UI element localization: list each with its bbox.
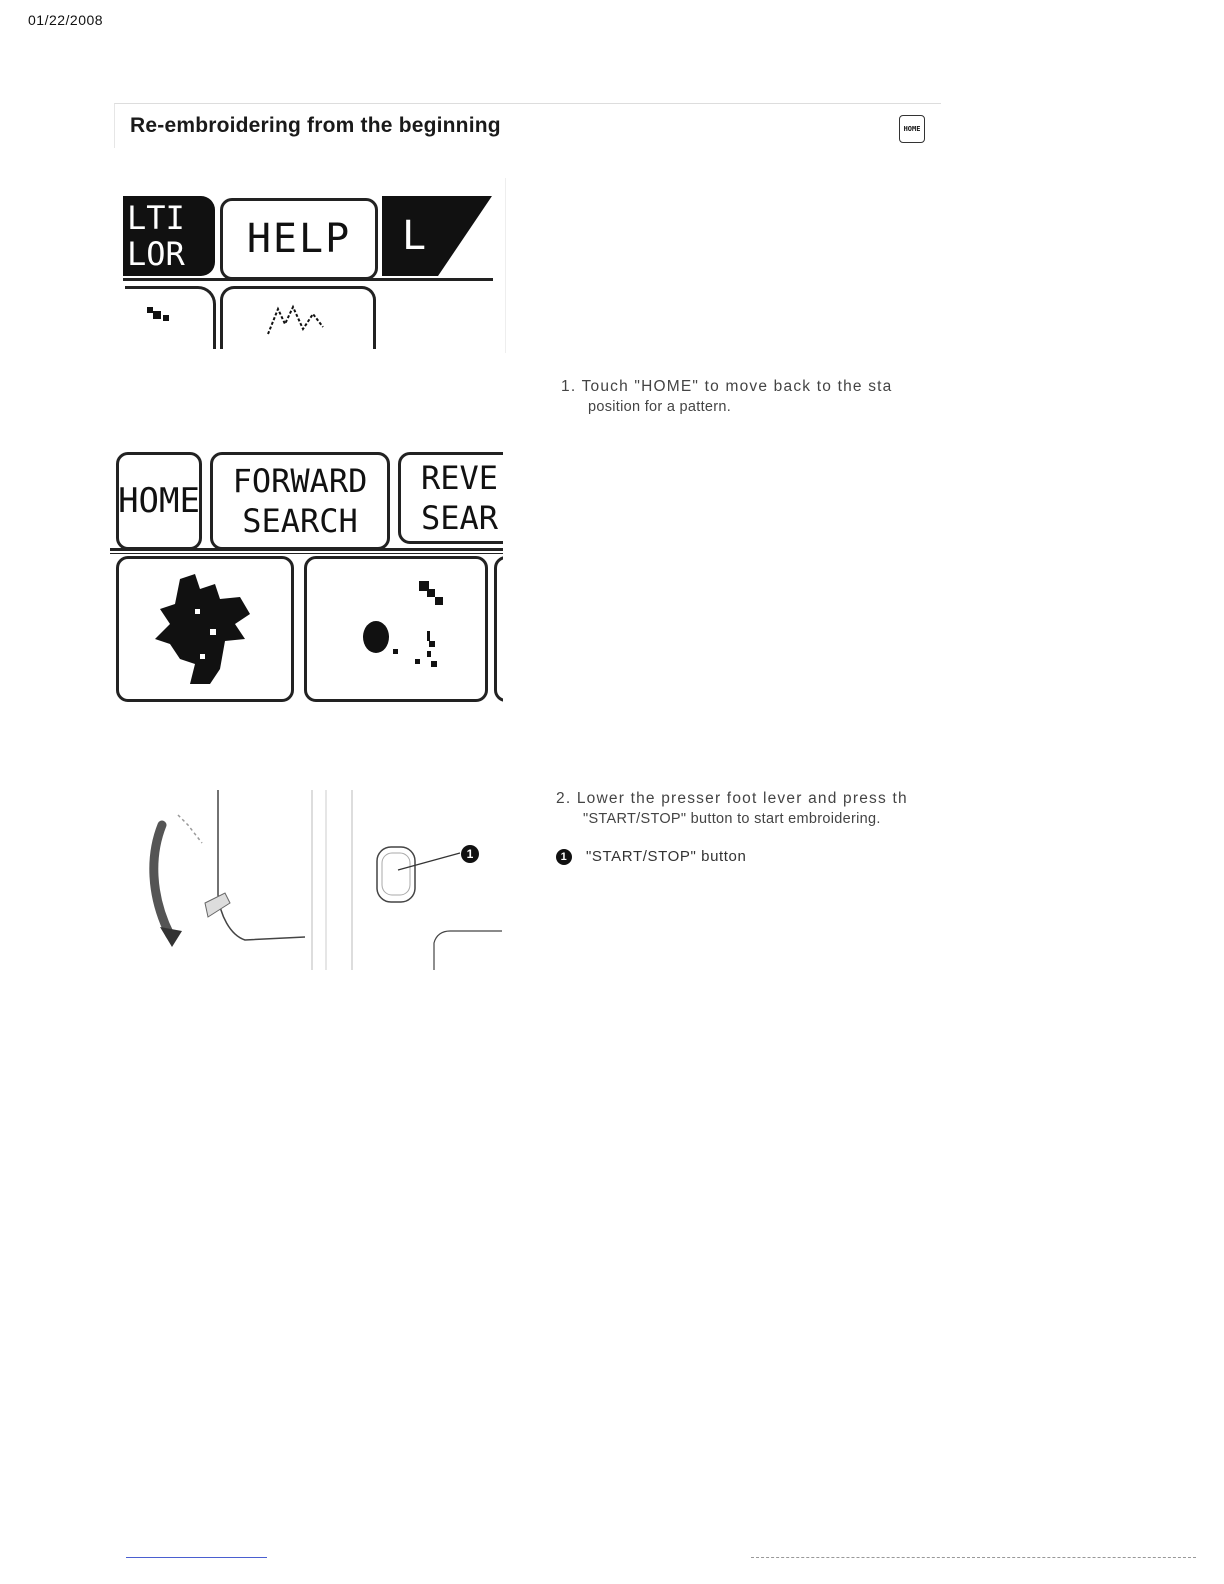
reverse-search-line2: SEAR bbox=[421, 499, 499, 537]
pattern-preview-key bbox=[116, 556, 294, 702]
pattern-key-partial bbox=[494, 556, 503, 702]
l-key-diagonal-icon bbox=[438, 196, 492, 276]
callout-number: 1 bbox=[556, 849, 572, 865]
step-2-number: 2. bbox=[556, 790, 572, 807]
reverse-search-key bbox=[398, 452, 503, 544]
machine-illustration bbox=[130, 785, 502, 970]
pattern-sequence-key bbox=[304, 556, 488, 702]
lcd-screen-help bbox=[120, 178, 506, 353]
home-key: HOME bbox=[116, 452, 202, 550]
page-date: 01/22/2008 bbox=[28, 12, 104, 28]
lcd-divider bbox=[123, 278, 493, 281]
multi-color-key-line1: LTI bbox=[127, 199, 185, 237]
help-key: HELP bbox=[220, 198, 378, 280]
bird-pattern-key bbox=[125, 286, 216, 349]
bird-pattern-icon bbox=[143, 301, 183, 331]
lcd-divider bbox=[110, 548, 503, 551]
step-1-line2: position for a pattern. bbox=[588, 399, 732, 415]
step-2-line2: "START/STOP" button to start embroidering. bbox=[583, 811, 881, 827]
section-title: Re-embroidering from the beginning bbox=[130, 114, 501, 137]
stitch-pattern-icon bbox=[263, 299, 343, 339]
dog-pattern-icon bbox=[150, 569, 260, 689]
step-1-line1: Touch "HOME" to move back to the sta bbox=[581, 378, 893, 395]
stitch-pattern-key bbox=[220, 286, 376, 349]
home-key-icon: HOME bbox=[899, 115, 925, 143]
callout-text: "START/STOP" button bbox=[586, 848, 747, 865]
footer-link-rule bbox=[126, 1557, 267, 1558]
multi-color-key bbox=[123, 196, 215, 276]
l-key-label: L bbox=[402, 213, 427, 259]
reverse-search-line1: REVE bbox=[421, 459, 499, 497]
multi-color-key-line2: LOR bbox=[127, 235, 185, 273]
forward-search-key bbox=[210, 452, 390, 550]
forward-search-line2: SEARCH bbox=[242, 502, 358, 540]
step-2 bbox=[556, 788, 948, 830]
callout-marker-1: 1 bbox=[461, 845, 479, 863]
step-1 bbox=[561, 376, 943, 418]
callout-start-stop bbox=[556, 848, 746, 865]
lcd-screen-search bbox=[110, 438, 503, 710]
pattern-sequence-icon bbox=[331, 569, 461, 689]
step-2-line1: Lower the presser foot lever and press th bbox=[576, 790, 908, 807]
step-1-number: 1. bbox=[561, 378, 577, 395]
forward-search-line1: FORWARD bbox=[232, 462, 368, 500]
lcd-divider-thin bbox=[110, 553, 503, 554]
footer-dotted-rule bbox=[751, 1557, 1196, 1558]
